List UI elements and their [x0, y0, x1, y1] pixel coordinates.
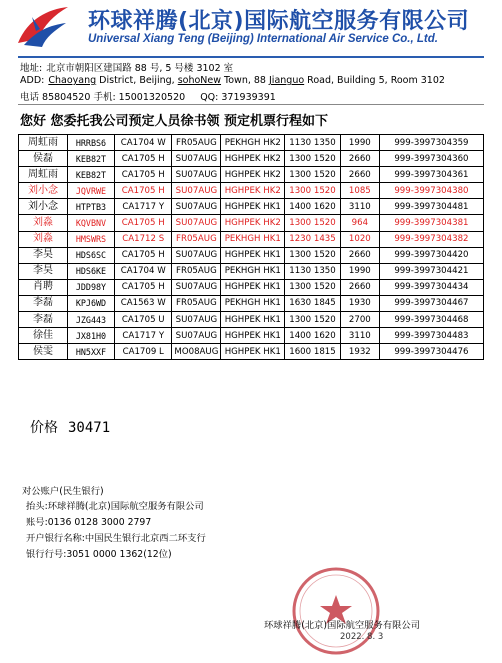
route-status: HGHPEK HK2: [221, 215, 285, 231]
passenger-name: 李昊: [19, 247, 68, 263]
pnr-code: KEB82T: [67, 151, 114, 167]
pnr-code: JQVRWE: [67, 183, 114, 199]
fare: 3110: [340, 199, 379, 215]
bank-payee: 抬头:环球祥腾(北京)国际航空服务有限公司: [26, 501, 204, 512]
table-row: [19, 231, 484, 247]
flight-times: 1300 1520: [285, 247, 341, 263]
passenger-name: 刘淼: [19, 231, 68, 247]
ticket-number: 999-3997304359: [379, 135, 483, 151]
fare: 1020: [340, 231, 379, 247]
price-line: [30, 417, 110, 437]
route-status: HGHPEK HK2: [221, 151, 285, 167]
passenger-name: 侯磊: [19, 151, 68, 167]
flight-times: 1130 1350: [285, 135, 341, 151]
flight-date: SU07AUG: [172, 215, 221, 231]
flight-times: 1300 1520: [285, 167, 341, 183]
fare: 2660: [340, 167, 379, 183]
fare: 1930: [340, 295, 379, 311]
flight-number: CA1712 S: [115, 231, 172, 247]
flight-times: 1300 1520: [285, 151, 341, 167]
company-logo-icon: [14, 5, 72, 49]
footer-date: 2022. 8. 3: [340, 632, 384, 642]
address-en-part: Jianguo: [269, 75, 305, 86]
itinerary-headline: 您好 您委托我公司预定人员徐书领 预定机票行程如下: [20, 114, 329, 129]
ticket-number: 999-3997304468: [379, 312, 483, 328]
qq-label: QQ:: [200, 92, 219, 103]
passenger-name: 周虹雨: [19, 167, 68, 183]
flight-times: 1300 1520: [285, 312, 341, 328]
company-name-en: Universal Xiang Teng (Beijing) International Air Service Co., Ltd.: [88, 33, 438, 45]
flight-date: MO08AUG: [172, 344, 221, 360]
pnr-code: HMSWRS: [67, 231, 114, 247]
passenger-name: 李磊: [19, 312, 68, 328]
passenger-name: 刘小念: [19, 199, 68, 215]
fare: 1085: [340, 183, 379, 199]
ticket-number: 999-3997304434: [379, 279, 483, 295]
flight-number: CA1705 H: [115, 167, 172, 183]
ticket-number: 999-3997304481: [379, 199, 483, 215]
passenger-name: 李磊: [19, 295, 68, 311]
mobile-value: 15001320520: [118, 92, 186, 103]
ticket-number: 999-3997304476: [379, 344, 483, 360]
flight-date: SU07AUG: [172, 312, 221, 328]
fare: 1990: [340, 135, 379, 151]
address-en-line: [20, 75, 445, 86]
passenger-name: 刘淼: [19, 215, 68, 231]
route-status: PEKHGH HK1: [221, 231, 285, 247]
pnr-code: HRRBS6: [67, 135, 114, 151]
route-status: HGHPEK HK1: [221, 312, 285, 328]
flight-date: SU07AUG: [172, 328, 221, 344]
flight-number: CA1704 W: [115, 135, 172, 151]
flight-times: 1300 1520: [285, 183, 341, 199]
passenger-name: 徐佳: [19, 328, 68, 344]
passenger-name: 李昊: [19, 263, 68, 279]
address-cn-value: 北京市朝阳区建国路 88 号, 5 号楼 3102 室: [46, 63, 234, 74]
fare: 1990: [340, 263, 379, 279]
flight-date: SU07AUG: [172, 183, 221, 199]
flight-date: FR05AUG: [172, 295, 221, 311]
pnr-code: HDS6SC: [67, 247, 114, 263]
fare: 3110: [340, 328, 379, 344]
table-row: [19, 312, 484, 328]
flight-number: CA1705 H: [115, 247, 172, 263]
route-status: PEKHGH HK1: [221, 295, 285, 311]
mobile-label: 手机:: [93, 92, 116, 103]
route-status: HGHPEK HK2: [221, 167, 285, 183]
qq-value: 371939391: [221, 92, 276, 103]
flight-times: 1400 1620: [285, 199, 341, 215]
table-row: [19, 167, 484, 183]
pnr-code: JDD98Y: [67, 279, 114, 295]
route-status: HGHPEK HK1: [221, 247, 285, 263]
flight-number: CA1705 H: [115, 183, 172, 199]
address-en-part: Chaoyang: [48, 75, 97, 86]
address-en-part: Town, 88: [221, 75, 269, 86]
bank-account: 账号:0136 0128 3000 2797: [26, 517, 152, 528]
flight-number: CA1717 Y: [115, 199, 172, 215]
fare: 964: [340, 215, 379, 231]
ticket-number: 999-3997304420: [379, 247, 483, 263]
table-row: [19, 215, 484, 231]
flight-times: 1230 1435: [285, 231, 341, 247]
price-label: 价格: [30, 420, 58, 436]
table-row: [19, 151, 484, 167]
fare: 2660: [340, 279, 379, 295]
phone-value: 85804520: [42, 92, 91, 103]
flight-date: SU07AUG: [172, 247, 221, 263]
pnr-code: JX81H0: [67, 328, 114, 344]
table-row: [19, 344, 484, 360]
flight-date: SU07AUG: [172, 199, 221, 215]
flight-number: CA1705 H: [115, 279, 172, 295]
passenger-name: 刘小念: [19, 183, 68, 199]
route-status: HGHPEK HK1: [221, 328, 285, 344]
pnr-code: HDS6KE: [67, 263, 114, 279]
phone-label: 电话: [20, 92, 40, 103]
ticket-number: 999-3997304380: [379, 183, 483, 199]
flight-number: CA1717 Y: [115, 328, 172, 344]
flight-number: CA1705 U: [115, 312, 172, 328]
route-status: HGHPEK HK1: [221, 199, 285, 215]
passenger-name: 肖聘: [19, 279, 68, 295]
flight-times: 1600 1815: [285, 344, 341, 360]
company-name-cn: 环球祥腾(北京)国际航空服务有限公司: [88, 9, 470, 34]
ticket-number: 999-3997304361: [379, 167, 483, 183]
info-divider: [18, 104, 484, 105]
ticket-number: 999-3997304381: [379, 215, 483, 231]
table-row: [19, 135, 484, 151]
flight-times: 1400 1620: [285, 328, 341, 344]
ticket-number: 999-3997304360: [379, 151, 483, 167]
fare: 2660: [340, 151, 379, 167]
route-status: PEKHGH HK2: [221, 135, 285, 151]
flight-times: 1300 1520: [285, 279, 341, 295]
route-status: HGHPEK HK1: [221, 344, 285, 360]
ticket-number: 999-3997304483: [379, 328, 483, 344]
flight-number: CA1705 H: [115, 151, 172, 167]
company-seal-icon: [290, 565, 382, 657]
route-status: HGHPEK HK1: [221, 279, 285, 295]
flight-date: FR05AUG: [172, 135, 221, 151]
address-en-label: ADD:: [20, 75, 45, 86]
pnr-code: HN5XXF: [67, 344, 114, 360]
address-en-part: sohoNew: [177, 75, 222, 86]
contact-line: [20, 89, 276, 103]
ticket-number: 999-3997304421: [379, 263, 483, 279]
route-status: HGHPEK HK2: [221, 183, 285, 199]
pnr-code: KQVBNV: [67, 215, 114, 231]
table-row: [19, 279, 484, 295]
fare: 1932: [340, 344, 379, 360]
table-row: [19, 183, 484, 199]
ticket-table-body: [19, 135, 484, 360]
flight-times: 1630 1845: [285, 295, 341, 311]
flight-number: CA1705 H: [115, 215, 172, 231]
pnr-code: KEB82T: [67, 167, 114, 183]
ticket-number: 999-3997304382: [379, 231, 483, 247]
bank-number: 银行行号:3051 0000 1362(12位): [26, 549, 172, 560]
address-cn-line: [20, 60, 233, 74]
ticket-number: 999-3997304467: [379, 295, 483, 311]
flight-number: CA1704 W: [115, 263, 172, 279]
table-row: [19, 263, 484, 279]
ticket-table: [18, 134, 484, 360]
price-value: 30471: [68, 420, 111, 436]
flight-date: SU07AUG: [172, 151, 221, 167]
table-row: [19, 247, 484, 263]
table-row: [19, 295, 484, 311]
flight-number: CA1709 L: [115, 344, 172, 360]
fare: 2700: [340, 312, 379, 328]
pnr-code: HTPTB3: [67, 199, 114, 215]
fare: 2660: [340, 247, 379, 263]
footer-company: 环球祥腾(北京)国际航空服务有限公司: [264, 620, 421, 631]
bank-title: 对公账户(民生银行): [22, 486, 104, 497]
pnr-code: KPJ6WD: [67, 295, 114, 311]
address-en-part: Road, Building 5, Room 3102: [304, 75, 445, 86]
flight-times: 1130 1350: [285, 263, 341, 279]
flight-times: 1300 1520: [285, 215, 341, 231]
passenger-name: 周虹雨: [19, 135, 68, 151]
flight-date: FR05AUG: [172, 263, 221, 279]
flight-date: SU07AUG: [172, 167, 221, 183]
flight-number: CA1563 W: [115, 295, 172, 311]
address-en-part: District, Beijing,: [96, 75, 178, 86]
pnr-code: JZG443: [67, 312, 114, 328]
flight-date: FR05AUG: [172, 231, 221, 247]
address-cn-label: 地址:: [20, 63, 43, 74]
table-row: [19, 199, 484, 215]
bank-branch: 开户银行名称:中国民生银行北京西二环支行: [26, 533, 206, 544]
flight-date: SU07AUG: [172, 279, 221, 295]
header-divider: [18, 56, 484, 58]
route-status: PEKHGH HK1: [221, 263, 285, 279]
table-row: [19, 328, 484, 344]
passenger-name: 侯雯: [19, 344, 68, 360]
